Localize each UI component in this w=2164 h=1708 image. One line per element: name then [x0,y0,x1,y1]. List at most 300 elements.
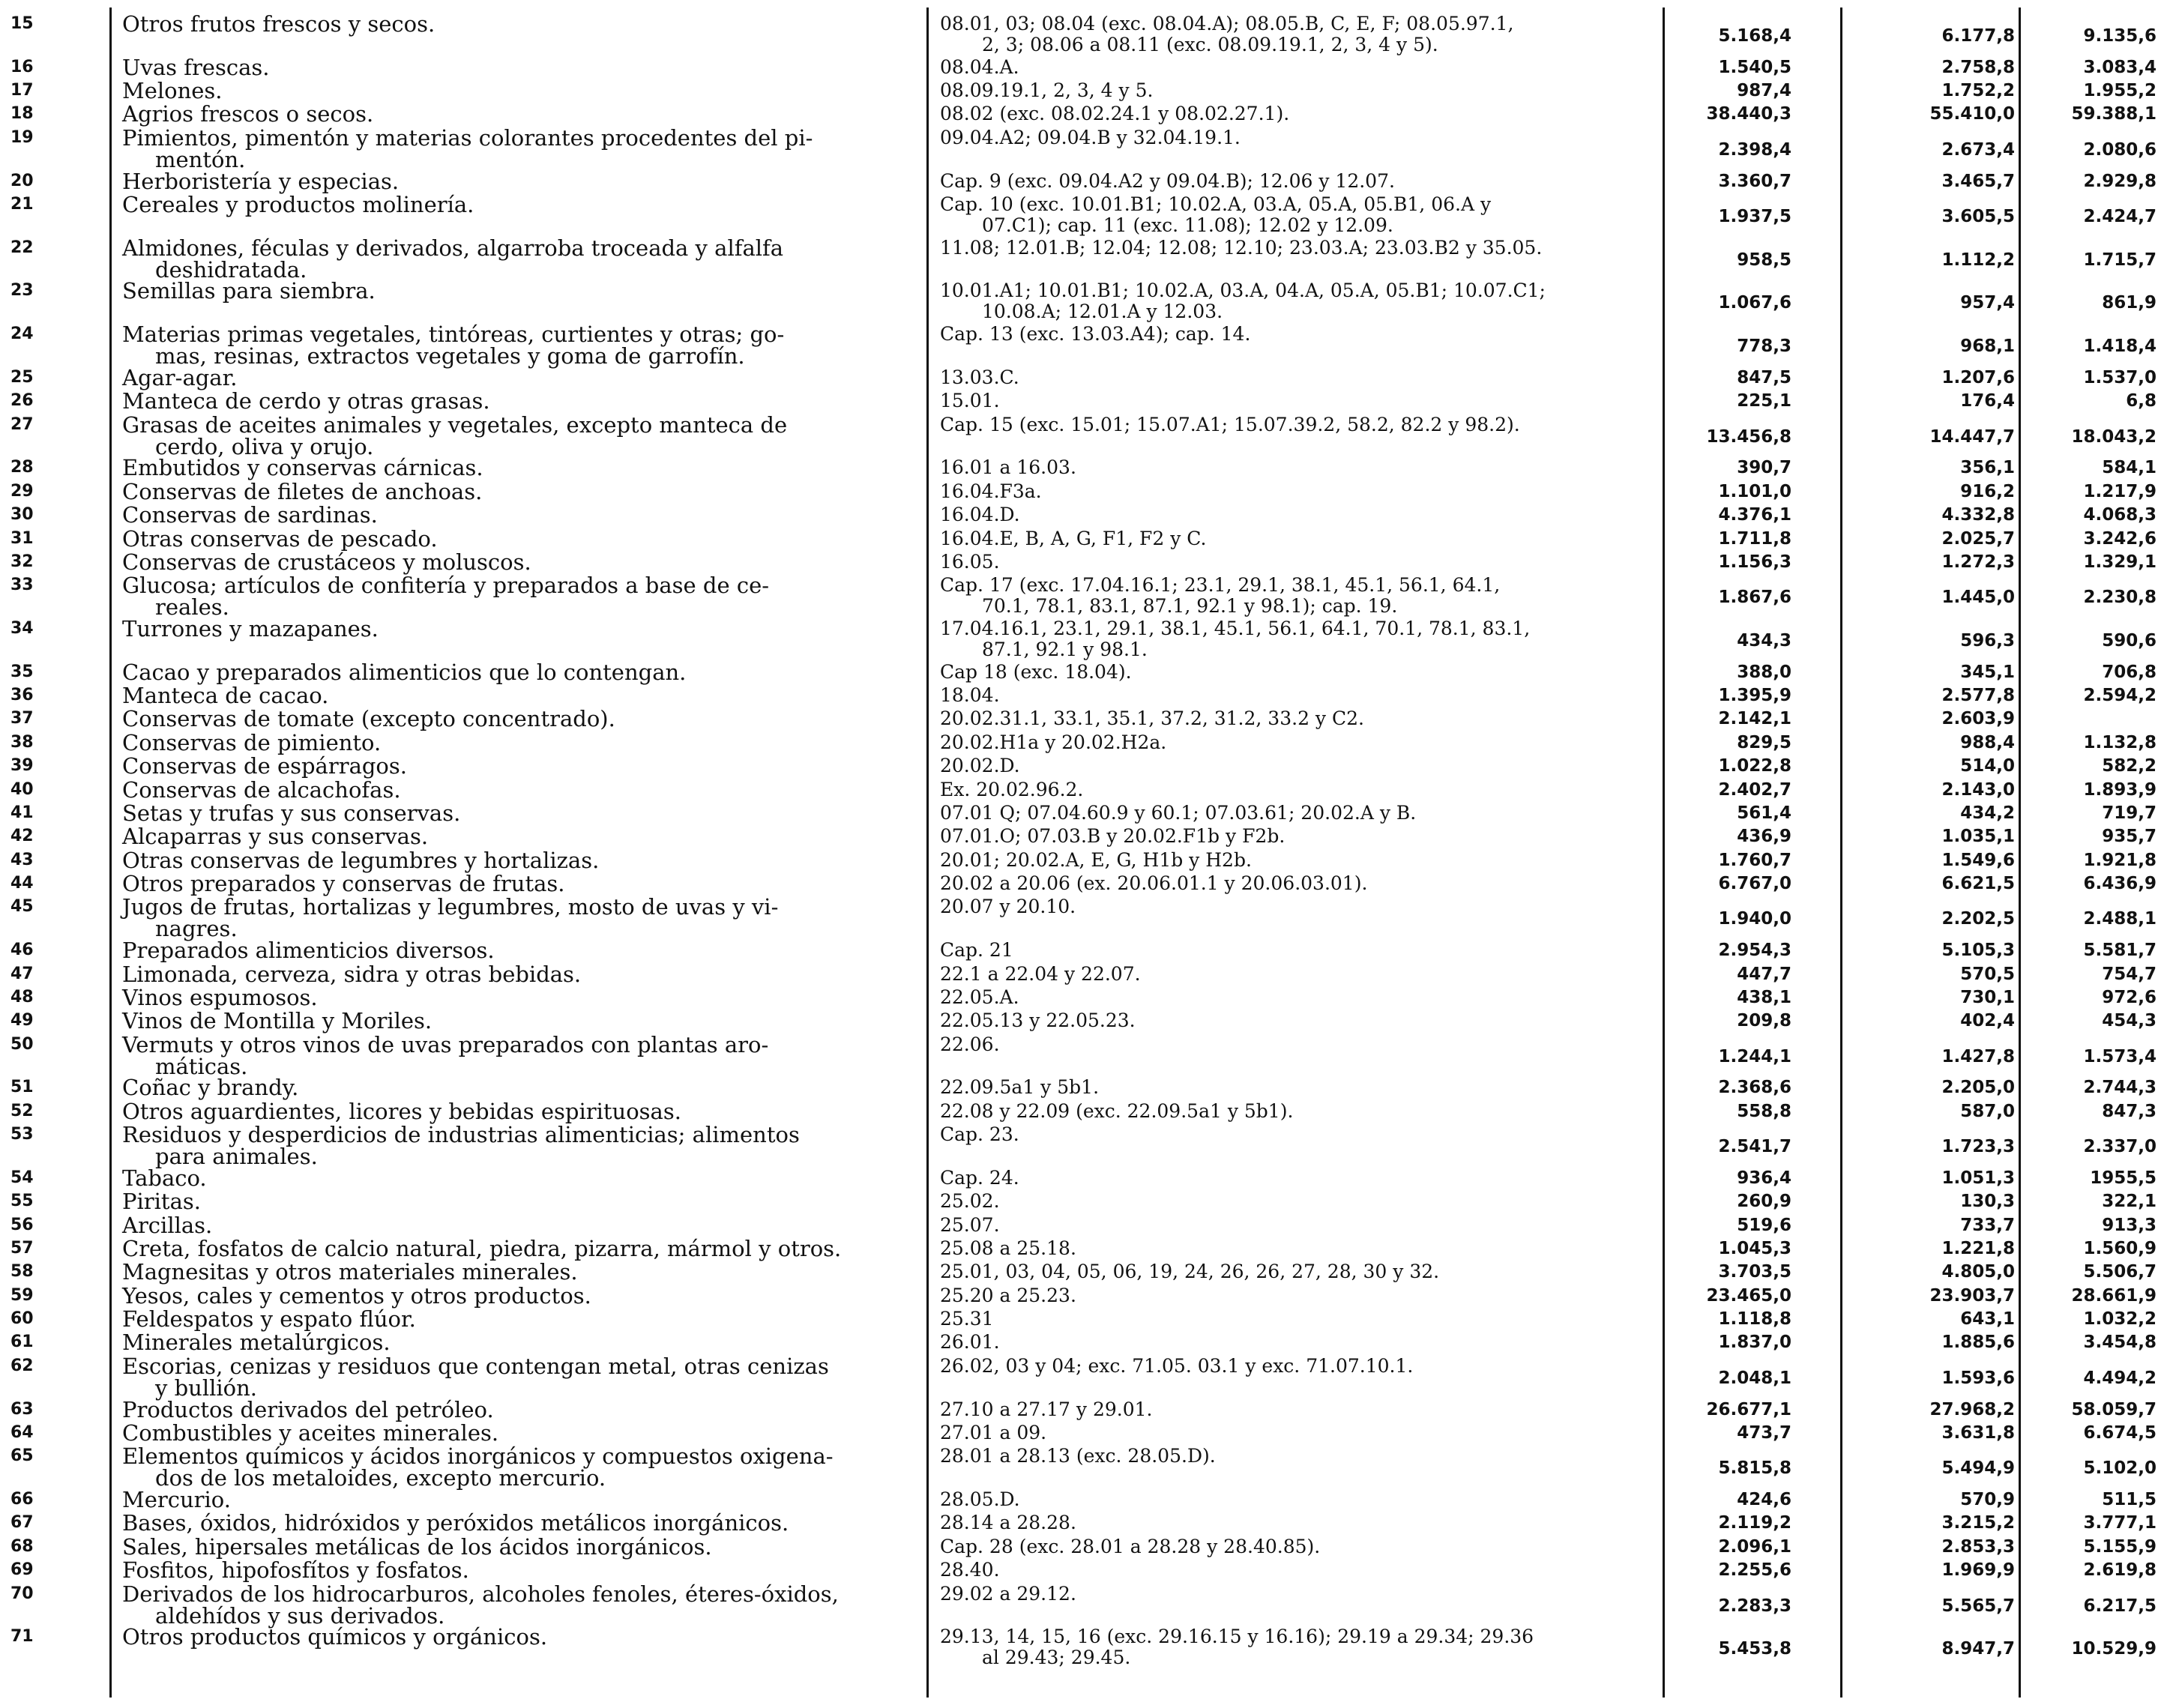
value-column-2: 130,3 [1960,1192,2015,1211]
line-text: Vermuts y otros vinos de uvas preparados con plantas aro- [122,1032,769,1057]
line-text: 08.02 (exc. 08.02.24.1 y 08.02.27.1). [940,103,1290,124]
product-description [122,1215,909,1237]
value-column-3: 2.594,2 [2083,686,2157,705]
row-number: 41 [10,803,34,822]
row-number: 54 [10,1168,34,1187]
product-description [122,194,909,216]
row-number: 47 [10,965,34,983]
line-text: Creta, fosfatos de calcio natural, piedra, pizarra, mármol y otros. [122,1236,842,1261]
line-text: 25.02. [940,1190,1000,1212]
value-column-1: 473,7 [1737,1423,1791,1443]
tariff-codes [940,732,1652,753]
product-description [122,171,909,193]
tariff-codes [940,873,1652,894]
value-column-1: 1.156,3 [1718,552,1791,572]
product-description [122,800,909,826]
line-text: Embutidos y conservas cárnicas. [122,455,483,480]
tariff-codes [940,1261,1652,1282]
tariff-codes [940,1101,1652,1122]
value-column-1: 4.376,1 [1718,505,1791,525]
row-number: 60 [10,1309,34,1328]
line-text: 10.01.A1; 10.01.B1; 10.02.A, 03.A, 04.A, 05.A, 05.B1; 10.07.C1; [940,280,1546,301]
value-column-2: 1.035,1 [1941,827,2015,846]
tariff-codes [940,1584,1652,1605]
tariff-codes [940,528,1652,549]
value-column-3: 1.418,4 [2083,337,2157,356]
continuation-line-text: 70.1, 78.1, 83.1, 87.1, 92.1 y 98.1); cap. 19. [982,595,1398,617]
line-text: 16.04.F3a. [940,480,1042,502]
value-column-3: 1.132,8 [2083,733,2157,752]
row-number: 63 [10,1400,34,1419]
value-column-2: 570,9 [1960,1490,2015,1509]
line-text: Cap. 28 (exc. 28.01 a 28.28 y 28.40.85). [940,1536,1321,1557]
row-number: 50 [10,1035,34,1054]
line-text: Conservas de sardinas. [122,502,378,528]
value-column-3: 2.230,8 [2083,588,2157,607]
value-column-1: 1.244,1 [1718,1047,1791,1066]
value-column-1: 558,8 [1737,1102,1791,1121]
line-text: Yesos, cales y cementos y otros productos. [122,1283,591,1309]
value-column-1: 3.703,5 [1718,1262,1791,1282]
product-description [122,708,909,730]
line-text: 28.40. [940,1559,1000,1581]
tariff-codes [940,662,1652,683]
tariff-codes [940,457,1652,478]
line-text: Jugos de frutas, hortalizas y legumbres, mosto de uvas y vi- [122,894,779,920]
tariff-codes [940,57,1652,78]
line-text: Setas y trufas y sus conservas. [122,800,461,826]
line-text: 11.08; 12.01.B; 12.04; 12.08; 12.10; 23.03.A; 23.03.B2 y 35.05. [940,237,1543,259]
value-column-3: 861,9 [2102,293,2157,313]
value-column-1: 1.837,0 [1718,1333,1791,1352]
tariff-codes [940,1168,1652,1189]
value-column-3: 3.777,1 [2083,1513,2157,1533]
tariff-codes [940,1332,1652,1353]
line-text: Cap 18 (exc. 18.04). [940,661,1132,683]
tariff-codes [940,896,1652,917]
row-number: 39 [10,756,34,775]
value-column-2: 1.445,0 [1941,588,2015,607]
line-text: 25.01, 03, 04, 05, 06, 19, 24, 26, 26, 27, 28, 30 y 32. [940,1261,1440,1282]
product-description [122,1238,909,1260]
line-text: 20.02 a 20.06 (ex. 20.06.01.1 y 20.06.03.01). [940,872,1368,894]
row-number: 19 [10,128,34,147]
product-description [122,1077,909,1099]
value-column-1: 1.867,6 [1718,588,1791,607]
row-number: 23 [10,281,34,300]
continuation-line-text: y bullión. [155,1375,258,1401]
value-column-1: 2.541,7 [1718,1137,1791,1156]
value-column-1: 209,8 [1737,1011,1791,1030]
tariff-codes [940,618,1652,660]
value-column-3: 1.560,9 [2083,1239,2157,1258]
value-column-3: 913,3 [2102,1216,2157,1235]
line-text: Cap. 10 (exc. 10.01.B1; 10.02.A, 03.A, 05.A, 05.B1, 06.A y [940,193,1492,215]
value-column-3: 1.032,2 [2083,1309,2157,1329]
continuation-line-text: cerdo, oliva y orujo. [155,434,374,459]
value-column-3: 1.217,9 [2083,482,2157,501]
row-number: 15 [10,14,34,33]
tariff-codes [940,1238,1652,1259]
continuation-line-text: al 29.43; 29.45. [982,1647,1131,1668]
tariff-codes [940,414,1652,435]
line-text: Conservas de crustáceos y moluscos. [122,549,531,575]
value-column-2: 55.410,0 [1929,104,2015,124]
line-text: 27.01 a 09. [940,1422,1047,1443]
line-text: Vinos de Montilla y Moriles. [122,1008,433,1033]
line-text: 20.02.D. [940,755,1020,776]
line-text: Escorias, cenizas y residuos que contengan metal, otras cenizas [122,1354,829,1379]
line-text: Cap. 17 (exc. 17.04.16.1; 23.1, 29.1, 38.1, 45.1, 56.1, 64.1, [940,574,1501,596]
line-text: Conservas de espárragos. [122,753,407,779]
row-number: 61 [10,1333,34,1351]
tariff-codes [940,1446,1652,1467]
line-text: 22.06. [940,1033,1000,1055]
product-description [122,13,909,35]
value-column-2: 8.947,7 [1941,1639,2015,1659]
row-number: 18 [10,104,34,123]
value-column-2: 6.621,5 [1941,874,2015,893]
row-number: 46 [10,941,34,959]
value-column-2: 14.447,7 [1929,427,2015,447]
line-text: 20.01; 20.02.A, E, G, H1b y H2b. [940,849,1252,871]
line-text: Derivados de los hidrocarburos, alcoholes fenoles, éteres-óxidos, [122,1581,839,1607]
product-description [122,850,909,872]
line-text: Materias primas vegetales, tintóreas, curtientes y otras; go- [122,322,785,347]
tariff-codes [940,685,1652,706]
line-text: 16.04.E, B, A, G, F1, F2 y C. [940,528,1207,549]
continuation-line-text: nagres. [155,916,238,941]
value-column-3: 28.661,9 [2071,1286,2157,1306]
value-column-2: 1.549,6 [1941,851,2015,870]
tariff-codes [940,1191,1652,1212]
line-text: Otros aguardientes, licores y bebidas espirituosas. [122,1099,681,1124]
row-number: 57 [10,1239,34,1258]
tariff-codes [940,1560,1652,1581]
value-column-2: 587,0 [1960,1102,2015,1121]
continuation-line-text: para animales. [155,1144,318,1169]
tariff-codes [940,1285,1652,1306]
line-text: 29.13, 14, 15, 16 (exc. 29.16.15 y 16.16); 29.19 a 29.34; 29.36 [940,1626,1534,1647]
value-column-2: 2.758,8 [1941,58,2015,77]
value-column-3: 9.135,6 [2083,26,2157,46]
tariff-codes [940,1536,1652,1557]
value-column-2: 1.272,3 [1941,552,2015,572]
line-text: 20.02.H1a y 20.02.H2a. [940,731,1167,753]
line-text: 22.05.A. [940,986,1019,1008]
line-text: Grasas de aceites animales y vegetales, excepto manteca de [122,412,788,438]
product-description [122,1536,909,1558]
value-column-3: 706,8 [2102,663,2157,682]
value-column-2: 1.593,6 [1941,1368,2015,1388]
value-column-3: 6.436,9 [2083,874,2157,893]
row-number: 31 [10,529,34,548]
value-column-3: 5.155,9 [2083,1537,2157,1557]
product-description [122,235,909,283]
line-text: Combustibles y aceites minerales. [122,1420,499,1446]
row-number: 35 [10,663,34,681]
value-column-1: 1.937,5 [1718,207,1791,226]
line-text: Manteca de cacao. [122,683,329,708]
product-description [122,1124,909,1168]
line-text: Herboristería y especias. [122,169,400,194]
value-column-3: 2.929,8 [2083,172,2157,191]
product-description [122,1422,909,1444]
line-text: 17.04.16.1, 23.1, 29.1, 38.1, 45.1, 56.1, 64.1, 70.1, 78.1, 83.1, [940,618,1531,639]
product-description [122,873,909,895]
product-description [122,1399,909,1421]
line-text: Almidones, féculas y derivados, algarroba troceada y alfalfa [122,235,784,261]
line-text: Semillas para siembra. [122,278,376,304]
value-column-3: 454,3 [2102,1011,2157,1030]
line-text: Fosfitos, hipofosfítos y fosfatos. [122,1557,469,1583]
value-column-3: 6.217,5 [2083,1596,2157,1616]
product-description [122,1034,909,1078]
value-column-3: 58.059,7 [2071,1400,2157,1419]
row-number: 48 [10,988,34,1007]
line-text: 22.09.5a1 y 5b1. [940,1076,1100,1098]
value-column-3: 59.388,1 [2071,104,2157,124]
product-description [122,390,909,412]
line-text: 08.04.A. [940,56,1019,78]
line-text: Cacao y preparados alimenticios que lo contengan. [122,660,687,685]
tariff-codes [940,1512,1652,1533]
value-column-2: 4.805,0 [1941,1262,2015,1282]
value-column-3: 1.715,7 [2083,250,2157,270]
value-column-3: 4.494,2 [2083,1368,2157,1388]
line-text: Productos derivados del petróleo. [122,1397,494,1422]
product-description [122,1581,909,1629]
product-description [122,367,909,389]
product-description [122,528,909,550]
product-description [122,732,909,754]
row-number: 52 [10,1102,34,1120]
value-column-3: 4.068,3 [2083,505,2157,525]
value-column-2: 730,1 [1960,988,2015,1007]
value-column-1: 561,4 [1737,803,1791,823]
value-column-2: 434,2 [1960,803,2015,823]
value-column-1: 2.119,2 [1718,1513,1791,1533]
line-text: 07.01.O; 07.03.B y 20.02.F1b y F2b. [940,825,1286,847]
value-column-1: 434,3 [1737,631,1791,651]
line-text: 18.04. [940,684,1000,706]
product-description [122,575,909,618]
row-number: 65 [10,1446,34,1465]
value-column-2: 514,0 [1960,756,2015,776]
product-description [122,755,909,777]
value-column-1: 778,3 [1737,337,1791,356]
tariff-codes [940,1077,1652,1098]
tariff-codes [940,171,1652,192]
tariff-codes [940,755,1652,776]
line-text: Cap. 13 (exc. 13.03.A4); cap. 14. [940,323,1251,345]
value-column-2: 1.427,8 [1941,1047,2015,1066]
line-text: Limonada, cerveza, sidra y otras bebidas. [122,962,582,987]
value-column-3: 2.744,3 [2083,1078,2157,1097]
value-column-1: 390,7 [1737,458,1791,477]
line-text: Pimientos, pimentón y materias colorantes procedentes del pi- [122,125,813,151]
value-column-1: 260,9 [1737,1192,1791,1211]
column-rule-description [109,7,112,1698]
row-number: 68 [10,1537,34,1556]
value-column-2: 3.631,8 [1941,1423,2015,1443]
value-column-2: 3.215,2 [1941,1513,2015,1533]
line-text: Cap. 9 (exc. 09.04.A2 y 09.04.B); 12.06 y 12.07. [940,170,1395,192]
line-text: Residuos y desperdicios de industrias alimenticias; alimentos [122,1122,800,1147]
value-column-3: 1.955,2 [2083,81,2157,100]
tariff-codes [940,987,1652,1008]
line-text: Feldespatos y espato flúor. [122,1306,416,1332]
tariff-codes [940,779,1652,800]
row-number: 21 [10,195,34,214]
line-text: Cereales y productos molinería. [122,192,474,217]
tariff-codes [940,1626,1652,1668]
value-column-1: 1.045,3 [1718,1239,1791,1258]
tariff-codes [940,367,1652,388]
row-number: 34 [10,619,34,638]
row-number: 38 [10,733,34,752]
line-text: Melones. [122,78,223,103]
product-description [122,964,909,986]
value-column-1: 5.168,4 [1718,26,1791,46]
row-number: 40 [10,780,34,799]
line-text: Coñac y brandy. [122,1075,299,1100]
line-text: 13.03.C. [940,366,1019,388]
tariff-codes [940,1422,1652,1443]
value-column-3: 5.506,7 [2083,1262,2157,1282]
row-number: 62 [10,1357,34,1375]
value-column-1: 5.815,8 [1718,1458,1791,1478]
value-column-2: 1.723,3 [1941,1137,2015,1156]
product-description [122,618,909,640]
value-column-1: 847,5 [1737,368,1791,387]
value-column-3: 6,8 [2126,391,2157,411]
row-number: 56 [10,1216,34,1234]
line-text: Cap. 23. [940,1123,1019,1145]
value-column-2: 5.565,7 [1941,1596,2015,1616]
row-number: 30 [10,505,34,524]
value-column-2: 2.577,8 [1941,686,2015,705]
line-text: 28.14 a 28.28. [940,1512,1076,1533]
line-text: Mercurio. [122,1487,231,1512]
line-text: 08.01, 03; 08.04 (exc. 08.04.A); 08.05.B, C, E, F; 08.05.97.1, [940,13,1514,34]
row-number: 42 [10,827,34,845]
row-number: 71 [10,1627,34,1646]
value-column-2: 3.605,5 [1941,207,2015,226]
tariff-codes [940,280,1652,322]
line-text: 26.02, 03 y 04; exc. 71.05. 03.1 y exc. 71.07.10.1. [940,1355,1414,1377]
value-column-3: 10.529,9 [2071,1639,2157,1659]
line-text: 08.09.19.1, 2, 3, 4 y 5. [940,79,1154,101]
value-column-1: 2.398,4 [1718,140,1791,160]
product-description [122,80,909,102]
line-text: Agrios frescos o secos. [122,101,374,127]
value-column-3: 847,3 [2102,1102,2157,1121]
value-column-2: 2.025,7 [1941,529,2015,549]
value-column-3: 1.921,8 [2083,851,2157,870]
value-column-1: 1.101,0 [1718,482,1791,501]
column-rule-value-3 [2019,7,2021,1698]
tariff-codes [940,964,1652,985]
line-text: Otras conservas de legumbres y hortalizas. [122,848,600,873]
value-column-3: 1.537,0 [2083,368,2157,387]
line-text: 22.08 y 22.09 (exc. 22.09.5a1 y 5b1). [940,1100,1294,1122]
tariff-codes [940,1215,1652,1236]
value-column-1: 829,5 [1737,733,1791,752]
product-description [122,779,909,801]
value-column-2: 5.105,3 [1941,941,2015,960]
line-text: Arcillas. [122,1213,213,1238]
line-text: 28.01 a 28.13 (exc. 28.05.D). [940,1445,1216,1467]
tariff-codes [940,1309,1652,1330]
line-text: 25.08 a 25.18. [940,1237,1076,1259]
value-column-1: 936,4 [1737,1168,1791,1188]
tariff-codes [940,324,1652,345]
value-column-3: 754,7 [2102,965,2157,984]
value-column-3: 1.329,1 [2083,552,2157,572]
row-number: 22 [10,238,34,257]
value-column-3: 2.488,1 [2083,909,2157,929]
value-column-3: 584,1 [2102,458,2157,477]
tariff-codes [940,127,1652,148]
product-description [122,1010,909,1032]
value-column-2: 2.202,5 [1941,909,2015,929]
tariff-codes [940,103,1652,124]
product-description [122,685,909,707]
value-column-3: 2.424,7 [2083,207,2157,226]
line-text: 16.05. [940,551,1000,573]
line-text: 25.31 [940,1308,994,1330]
value-column-2: 6.177,8 [1941,26,2015,46]
row-number: 67 [10,1513,34,1532]
line-text: Bases, óxidos, hidróxidos y peróxidos metálicos inorgánicos. [122,1510,789,1536]
row-number: 49 [10,1011,34,1030]
continuation-line-text: mentón. [155,147,246,172]
value-column-2: 3.465,7 [1941,172,2015,191]
line-text: 09.04.A2; 09.04.B y 32.04.19.1. [940,127,1241,148]
product-description [122,1443,909,1491]
continuation-line-text: reales. [155,594,229,620]
product-description [122,457,909,479]
value-column-1: 1.022,8 [1718,756,1791,776]
value-column-2: 968,1 [1960,337,2015,356]
row-number: 25 [10,368,34,387]
line-text: Turrones y mazapanes. [122,616,379,642]
row-number: 29 [10,482,34,501]
tariff-codes [940,504,1652,525]
product-description [122,940,909,962]
row-number: 33 [10,576,34,594]
value-column-2: 957,4 [1960,293,2015,313]
line-text: Elementos químicos y ácidos inorgánicos y compuestos oxigena- [122,1443,834,1469]
line-text: 27.10 a 27.17 y 29.01. [940,1398,1153,1420]
value-column-2: 2.853,3 [1941,1537,2015,1557]
value-column-3: 6.674,5 [2083,1423,2157,1443]
value-column-2: 733,7 [1960,1216,2015,1235]
value-column-3: 590,6 [2102,631,2157,651]
line-text: Minerales metalúrgicos. [122,1330,391,1355]
line-text: Preparados alimenticios diversos. [122,938,495,963]
value-column-1: 436,9 [1737,827,1791,846]
value-column-2: 1.221,8 [1941,1239,2015,1258]
product-description [122,1489,909,1511]
product-description [122,896,909,940]
continuation-line-text: 10.08.A; 12.01.A y 12.03. [982,301,1223,322]
value-column-2: 4.332,8 [1941,505,2015,525]
line-text: Ex. 20.02.96.2. [940,779,1084,800]
product-description [122,662,909,683]
value-column-3: 2.080,6 [2083,140,2157,160]
